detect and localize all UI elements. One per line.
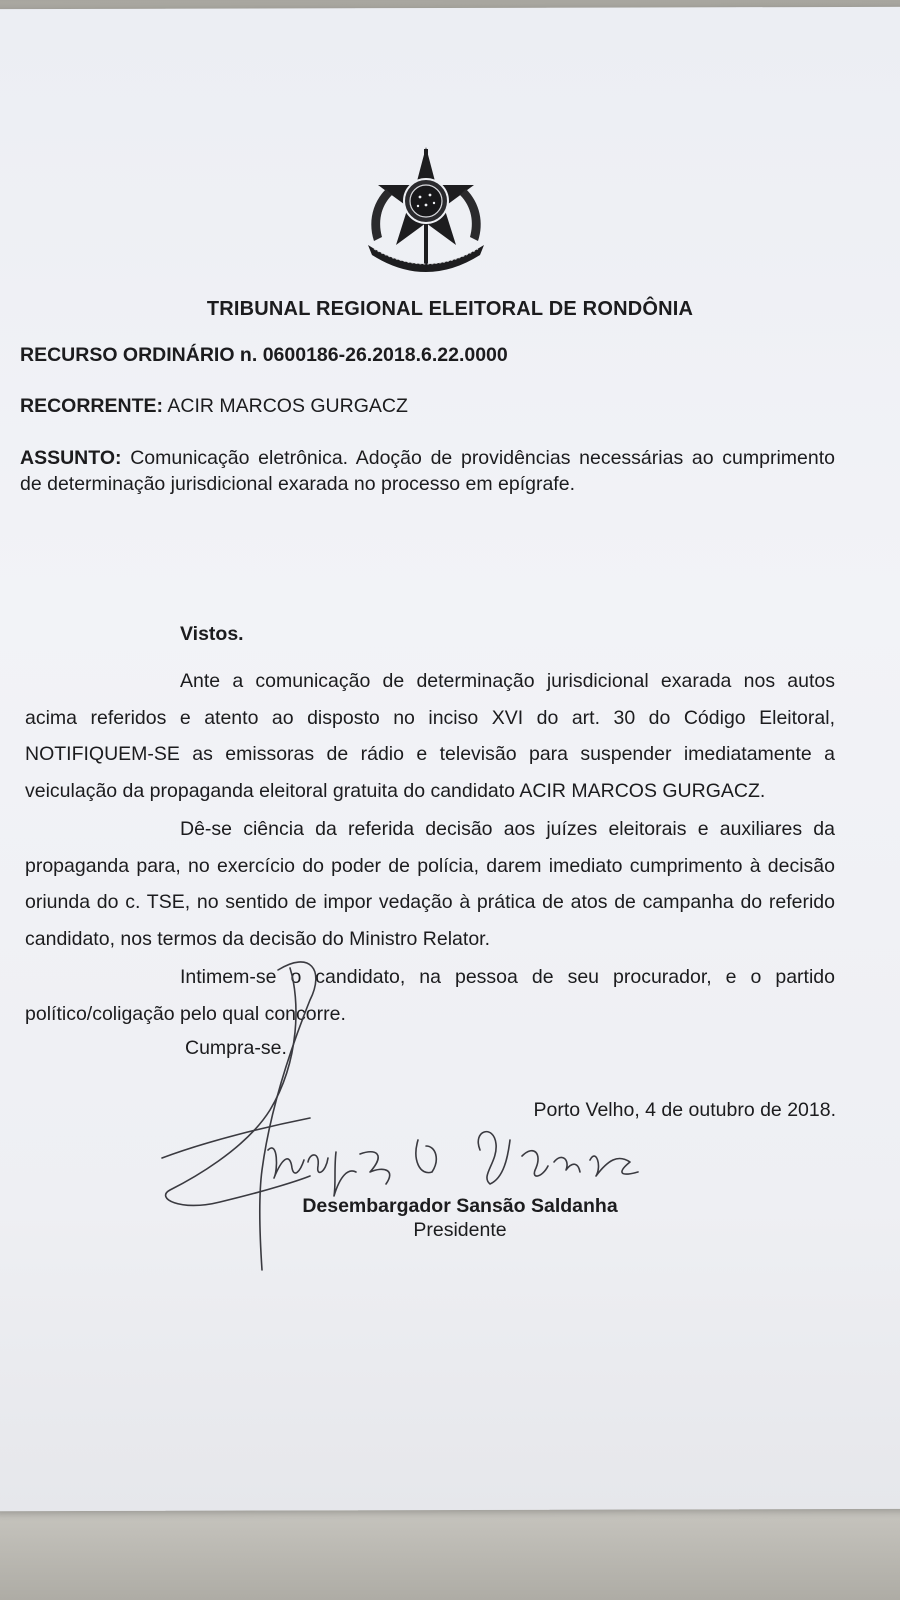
signer-name: Desembargador Sansão Saldanha [302, 1195, 618, 1217]
greeting: Vistos. [180, 623, 244, 645]
subject-text: Comunicação eletrônica. Adoção de providências necessárias ao cumprimento de determinação jurisdicional exarada no processo em epígrafe. [20, 447, 836, 495]
signer-role: Presidente [413, 1219, 507, 1241]
coat-of-arms-emblem [364, 145, 488, 277]
paragraph-1: Ante a comunicação de determinação jurisdicional exarada nos autos acima referidos e atento ao disposto no inciso XVI do art. 30 do Código Eleitoral, NOTIFIQUEM-SE as emissoras de rádio e televisão para suspender imediatamente a veiculação da propaganda eleitoral gratuita do candidato ACIR MARCOS GURGACZ. [25, 670, 835, 802]
case-number: 0600186-26.2018.6.22.0000 [262, 344, 508, 366]
subject-block [20, 445, 835, 497]
case-label: RECURSO ORDINÁRIO n. [20, 344, 258, 366]
place-date: Porto Velho, 4 de outubro de 2018. [533, 1099, 836, 1121]
case-line [20, 342, 835, 368]
appellant-name: ACIR MARCOS GURGACZ [167, 395, 408, 417]
closing: Cumpra-se. [185, 1037, 287, 1059]
court-name: TRIBUNAL REGIONAL ELEITORAL DE RONDÔNIA [206, 298, 694, 320]
appellant-label: RECORRENTE: [20, 395, 164, 417]
paragraph-2: Dê-se ciência da referida decisão aos juízes eleitorais e auxiliares da propaganda para, no exercício do poder de polícia, darem imediato cumprimento à decisão oriunda do c. TSE, no sentido de impor vedação à prática de atos de campanha do referido candidato, nos termos da decisão do Ministro Relator. [25, 818, 835, 950]
subject-label: ASSUNTO: [20, 447, 122, 469]
paragraph-3: Intimem-se o candidato, na pessoa de seu procurador, e o partido político/coligação pelo qual concorre. [25, 966, 835, 1025]
appellant-line [20, 393, 835, 419]
